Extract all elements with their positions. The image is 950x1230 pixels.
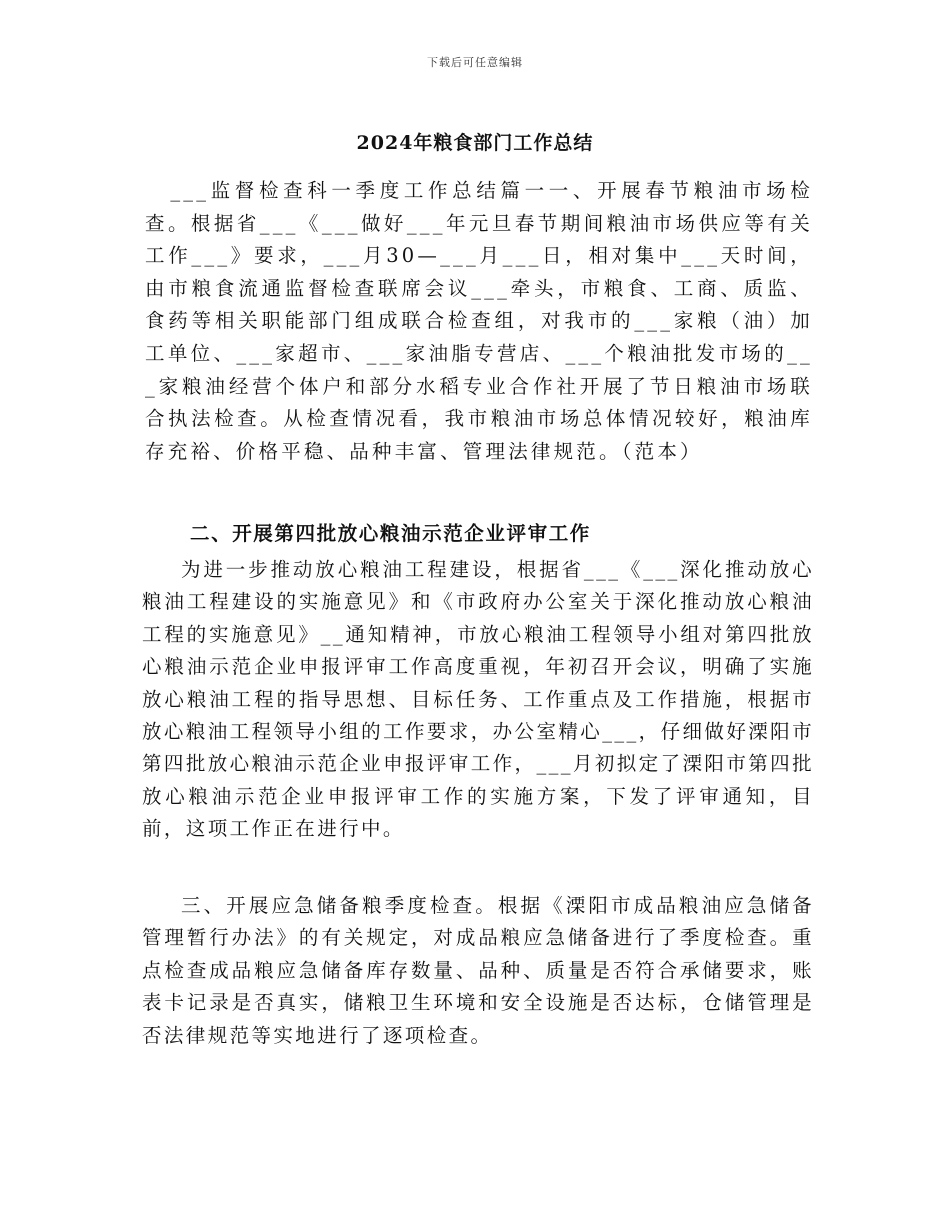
- paragraph-3: 三、开展应急储备粮季度检查。根据《溧阳市成品粮油应急储备管理暂行办法》的有关规定，对成品粮应急储备进行了季度检查。重点检查成品粮应急储备库存数量、品种、质量是否符合承储要求，账表卡记录是否真实，储粮卫生环境和安全设施是否达标，仓储管理是否法律规范等实地进行了逐项检查。: [142, 894, 814, 1047]
- paragraph-2: 为进一步推动放心粮油工程建设，根据省___《___深化推动放心粮油工程建设的实施意见》和《市政府办公室关于深化推动放心粮油工程的实施意见》__通知精神，市放心粮油工程领导小组对第四批放心粮油示范企业申报评审工作高度重视，年初召开会议，明确了实施放心粮油工程的指导思想、目标任务、工作重点及工作措施，根据市放心粮油工程领导小组的工作要求，办公室精心___，仔细做好溧阳市第四批放心粮油示范企业申报评审工作，___月初拟定了溧阳市第四批放心粮油示范企业申报评审工作的实施方案，下发了评审通知，目前，这项工作正在进行中。: [142, 558, 814, 841]
- paragraph-1: ___监督检查科一季度工作总结篇一一、开展春节粮油市场检查。根据省___《___做好___年元旦春节期间粮油市场供应等有关工作___》要求，___月30—___月___日，相对集中___天时间，由市粮食流通监督检查联席会议___牵头，市粮食、工商、质监、食药等相关职能部门组成联合检查组，对我市的___家粮（油）加工单位、___家超市、___家油脂专营店、___个粮油批发市场的___家粮油经营个体户和部分水稻专业合作社开展了节日粮油市场联合执法检查。从检查情况看，我市粮油市场总体情况较好，粮油库存充裕、价格平稳、品种丰富、管理法律规范。（范本）: [145, 179, 813, 463]
- document-title: 2024年粮食部门工作总结: [356, 132, 594, 154]
- header-note: 下载后可任意编辑: [427, 56, 523, 69]
- section-2-heading: 二、开展第四批放心粮油示范企业评审工作: [190, 522, 591, 545]
